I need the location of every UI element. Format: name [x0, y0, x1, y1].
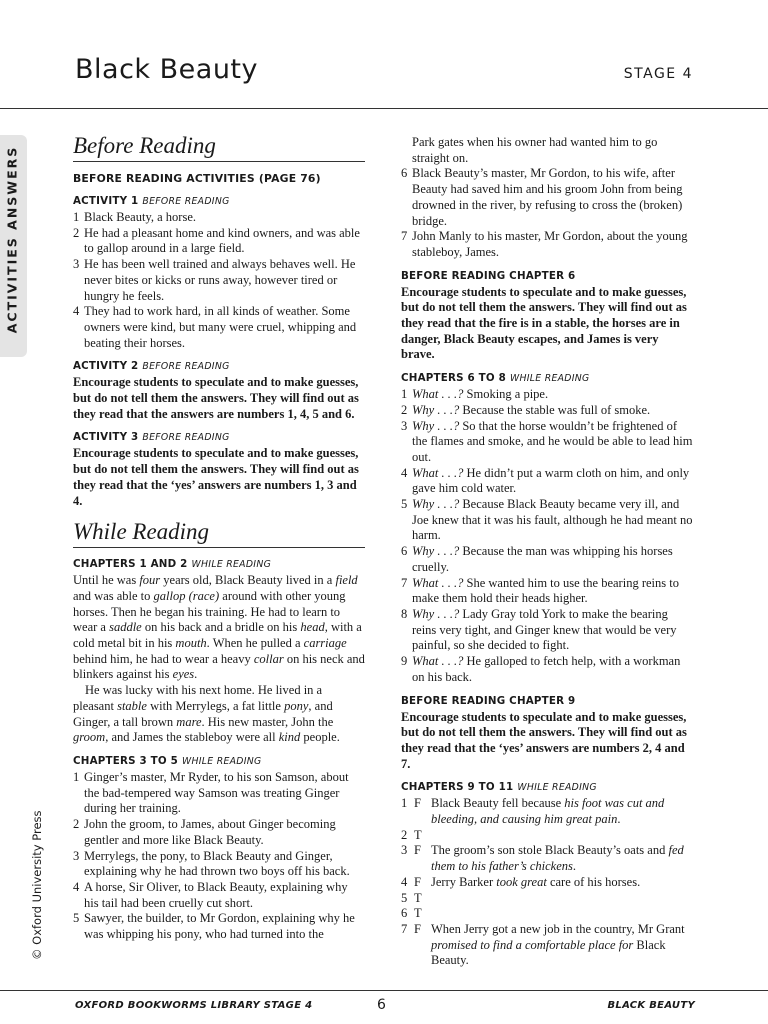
before-reading-chapter-6-answer: Encourage students to speculate and to make guesses, but do not tell them the answers. They will find out as they read that the fire is in a stable, the horses are in danger, Black Beauty escapes, and James is very brave. — [401, 284, 687, 362]
activity-3-sublabel: BEFORE READING — [142, 432, 230, 444]
chapters-6-8-sublabel: WHILE READING — [509, 373, 590, 385]
list-item: 6 Why . . .? Because the man was whipping his horses cruelly. — [401, 544, 673, 574]
chapters-9-11-heading — [401, 781, 693, 794]
true-false-mark: T — [414, 890, 422, 905]
list-item: 1 Ginger’s master, Mr Ryder, to his son Samson, about the bad-tempered way Samson was treating Ginger during her training. — [73, 769, 349, 816]
list-item: 2 John the groom, to James, about Ginger becoming gentler and more like Black Beauty. — [73, 817, 336, 847]
right-column — [401, 135, 693, 969]
chapters-1-2-paragraph-2: He was lucky with his next home. He lived in a pleasant stable with Merrylegs, a fat little pony, and Ginger, a tall brown mare. His new master, John the groom, and James the stableboy were all kind people. — [73, 683, 340, 745]
activity-3-answer: Encourage students to speculate and to make guesses, but do not tell them the answers. They will find out as they read that the ‘yes’ answers are numbers 1, 3 and 4. — [73, 446, 359, 508]
side-tab-label: ACTIVITIES ANSWERS — [4, 145, 20, 334]
chapters-3-5-heading — [73, 755, 365, 768]
while-reading-title: While Reading — [73, 519, 365, 548]
activity-2-answer: Encourage students to speculate and to make guesses, but do not tell them the answers. They will find out as they read that the answers are numbers 1, 4, 5 and 6. — [73, 375, 359, 421]
header-divider — [0, 108, 768, 109]
footer-book-title: BLACK BEAUTY — [607, 1000, 695, 1011]
list-item: 7 John Manly to his master, Mr Gordon, about the young stableboy, James. — [401, 229, 688, 259]
activity-3-heading — [73, 431, 365, 444]
left-column — [73, 133, 365, 943]
list-item: 3 Why . . .? So that the horse wouldn’t be frightened of the flames and smoke, and he would be able to lead him out. — [401, 418, 693, 464]
activity-2-label: ACTIVITY 2 — [73, 360, 139, 373]
activity-1-label: ACTIVITY 1 — [73, 195, 139, 207]
chapters-1-2-heading — [73, 558, 365, 571]
chapters-1-2-sublabel: WHILE READING — [191, 559, 272, 571]
list-item: 5 T — [401, 890, 422, 905]
list-item: 1 What . . .? Smoking a pipe. — [401, 387, 549, 402]
list-item: 4 They had to work hard, in all kinds of weather. Some owners were kind, but many were cruel, whipping and beating their horses. — [73, 304, 357, 350]
list-item: 1 F Black Beauty fell because his foot was cut and bleeding, and causing him great pain. — [401, 796, 665, 827]
chapters-3-5-label: CHAPTERS 3 TO 5 — [73, 754, 178, 767]
page-number: 6 — [377, 997, 386, 1013]
chapters-6-8-list — [401, 387, 693, 685]
before-reading-chapter-6-heading: BEFORE READING CHAPTER 6 — [401, 269, 576, 282]
list-item: 9 What . . .? He galloped to fetch help, with a workman on his back. — [401, 654, 681, 684]
list-item: 3 F The groom’s son stole Black Beauty’s oats and fed them to his father’s chickens. — [401, 843, 684, 874]
chapters-9-11-sublabel: WHILE READING — [517, 782, 597, 794]
before-reading-title: Before Reading — [73, 133, 365, 162]
activity-3-label: ACTIVITY 3 — [73, 431, 139, 444]
chapters-1-2-paragraph-1: Until he was four years old, Black Beauty lived in a field and was able to gallop (race) around with other young horses. Then he began his training. He had to learn to wear a saddle on his back and a bridle on his head, with a cold metal bit in his mouth. When he pulled a carriage behind him, he had to wear a heavy collar on his neck and blinkers against his eyes. — [73, 573, 365, 682]
true-false-mark: F — [414, 796, 421, 811]
stage-label: STAGE 4 — [623, 66, 693, 82]
chapters-6-8-heading — [401, 372, 693, 385]
activity-2-sublabel: BEFORE READING — [142, 361, 230, 373]
footer-series: OXFORD BOOKWORMS LIBRARY STAGE 4 — [75, 1000, 313, 1011]
before-reading-chapter-9-heading: BEFORE READING CHAPTER 9 — [401, 694, 576, 707]
list-item: 7 What . . .? She wanted him to use the bearing reins to make them hold their heads higher. — [401, 575, 679, 606]
true-false-mark: F — [414, 921, 421, 936]
activity-1-sublabel: BEFORE READING — [142, 196, 230, 207]
true-false-mark: F — [414, 843, 421, 858]
chapters-6-8-label: CHAPTERS 6 TO 8 — [401, 372, 506, 385]
copyright-notice: © Oxford University Press — [30, 810, 44, 960]
footer-divider — [0, 990, 768, 991]
list-item: 7 F When Jerry got a new job in the country, Mr Grant promised to find a comfortable place for Black Beauty. — [401, 921, 685, 968]
list-item: 3 Merrylegs, the pony, to Black Beauty and Ginger, explaining why he had thrown two boys off his back. — [73, 848, 350, 879]
list-item: 4 F Jerry Barker took great care of his horses. — [401, 874, 641, 889]
list-item: 3 He has been well trained and always behaves well. He never bites or kicks or runs away, however tired or hungry he feels. — [73, 257, 356, 303]
before-reading-activities-heading: BEFORE READING ACTIVITIES (PAGE 76) — [73, 172, 321, 185]
true-false-mark: F — [414, 874, 421, 889]
list-item: 8 Why . . .? Lady Gray told York to make the bearing reins very tight, and Ginger knew that would be very painful, so she decided to fight. — [401, 606, 677, 653]
before-reading-chapter-9-answer: Encourage students to speculate and to make guesses, but do not tell them the answers. They will find out as they read that the ‘yes’ answers are numbers 2, 4 and 7. — [401, 709, 687, 771]
chapters-9-11-label: CHAPTERS 9 TO 11 — [401, 781, 514, 794]
list-item: 2 T — [401, 827, 422, 842]
section-side-tab — [0, 135, 27, 357]
list-item: 5 Sawyer, the builder, to Mr Gordon, explaining why he was whipping his pony, who had turned into the — [73, 911, 355, 942]
list-item: 5 Why . . .? Because Black Beauty became very ill, and Joe knew that it was his fault, although he had meant no harm. — [401, 497, 693, 543]
list-item: 2 Why . . .? Because the stable was full of smoke. — [401, 402, 651, 417]
activity-1-heading — [73, 195, 365, 208]
chapters-3-5-sublabel: WHILE READING — [181, 755, 262, 767]
chapters-3-5-list — [73, 770, 365, 943]
chapters-9-11-list — [401, 796, 693, 969]
list-item: 4 What . . .? He didn’t put a warm cloth on him, and only gave him cold water. — [401, 465, 690, 496]
list-item: 6 Black Beauty’s master, Mr Gordon, to his wife, after Beauty had saved him and his groom John from being drowned in the river, by refusing to cross the (broken) bridge. — [401, 166, 683, 228]
chapters-3-5-list-continued — [401, 166, 693, 260]
list-item: 1 Black Beauty, a horse. — [73, 210, 196, 224]
list-item-continuation: Park gates when his owner had wanted him to go straight on. — [412, 135, 658, 165]
list-item: 2 He had a pleasant home and kind owners, and was able to gallop around in a large field. — [73, 225, 360, 256]
page-header — [0, 0, 768, 110]
list-item: 6 T — [401, 906, 422, 921]
activity-2-heading — [73, 360, 365, 373]
book-title: Black Beauty — [75, 54, 258, 85]
true-false-mark: T — [414, 827, 422, 842]
chapters-1-2-label: CHAPTERS 1 AND 2 — [73, 558, 188, 571]
activity-1-list — [73, 210, 365, 351]
list-item: 4 A horse, Sir Oliver, to Black Beauty, explaining why his tail had been cruelly cut short. — [73, 879, 348, 910]
true-false-mark: T — [414, 906, 422, 921]
